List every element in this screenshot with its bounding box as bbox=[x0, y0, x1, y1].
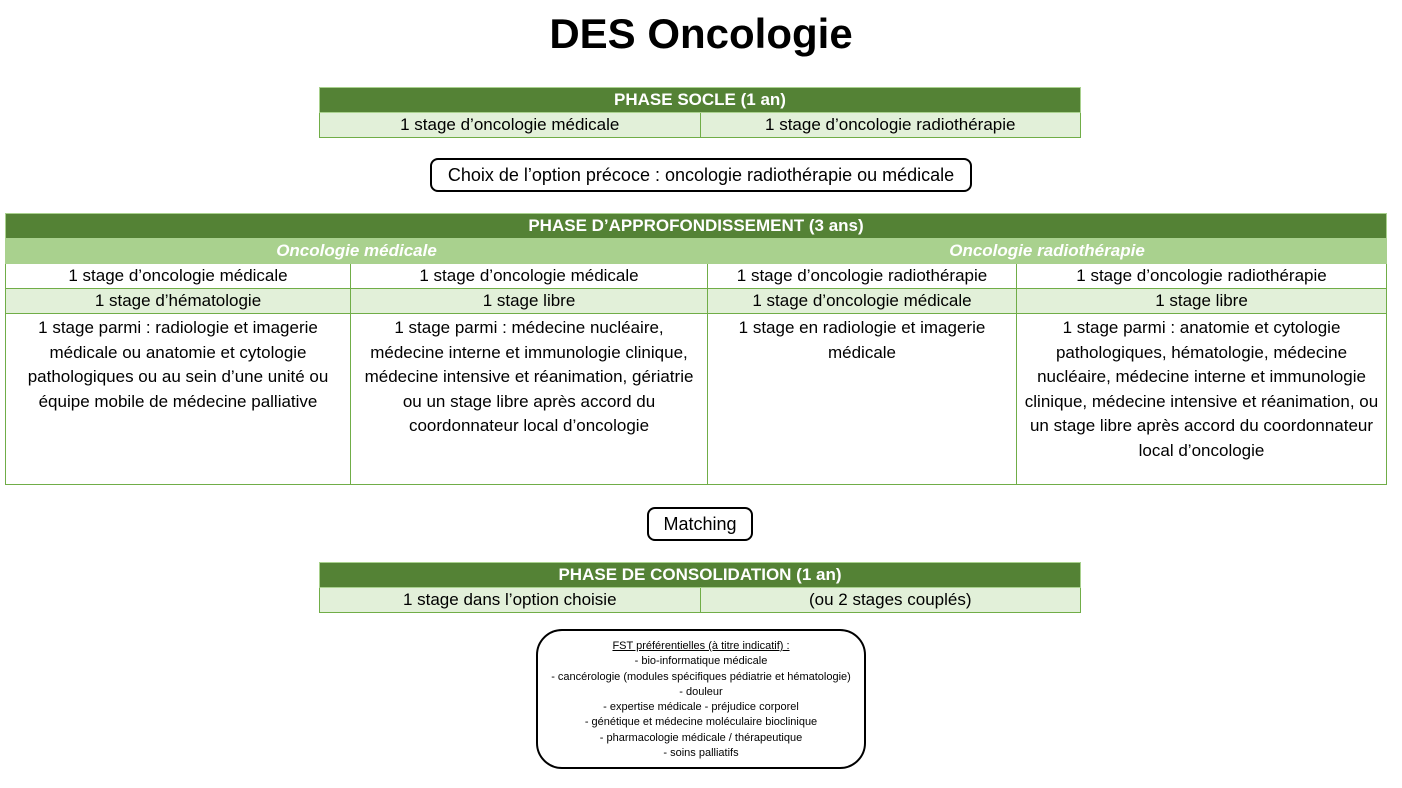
phase-consolidation-cell: (ou 2 stages couplés) bbox=[700, 588, 1081, 613]
stage-cell: 1 stage parmi : anatomie et cytologie pathologiques, hématologie, médecine nucléaire, médecine interne et immunologie clinique, médecine intensive et réanimation, ou un stage libre après accord du coordonnateur local d’oncologie bbox=[1017, 314, 1387, 485]
fst-heading: FST préférentielles (à titre indicatif) : bbox=[612, 640, 790, 652]
stage-cell: 1 stage libre bbox=[351, 289, 708, 314]
phase-consolidation-table bbox=[319, 562, 1081, 613]
fst-item: - soins palliatifs bbox=[663, 747, 739, 760]
phase-approfondissement-table bbox=[5, 213, 1387, 485]
fst-item: - cancérologie (modules spécifiques pédiatrie et hématologie) bbox=[551, 670, 851, 683]
fst-item: - pharmacologie médicale / thérapeutique bbox=[599, 731, 803, 744]
fst-item: - expertise médicale - préjudice corporel bbox=[603, 701, 799, 714]
stage-cell: 1 stage d’oncologie radiothérapie bbox=[1017, 264, 1387, 289]
fst-item: - douleur bbox=[679, 685, 723, 698]
stage-cell: 1 stage d’oncologie médicale bbox=[708, 289, 1017, 314]
phase-consolidation-cell: 1 stage dans l’option choisie bbox=[320, 588, 701, 613]
stage-cell: 1 stage parmi : médecine nucléaire, médecine interne et immunologie clinique, médecine intensive et réanimation, gériatrie ou un stage libre après accord du coordonnateur local d’oncologie bbox=[351, 314, 708, 485]
fst-box bbox=[536, 629, 866, 769]
option-medicale-label: Oncologie médicale bbox=[6, 239, 708, 264]
phase-socle-cell: 1 stage d’oncologie médicale bbox=[320, 113, 701, 138]
fst-item: - bio-informatique médicale bbox=[634, 655, 768, 668]
phase-socle-cell: 1 stage d’oncologie radiothérapie bbox=[700, 113, 1081, 138]
option-radiotherapie-label: Oncologie radiothérapie bbox=[708, 239, 1387, 264]
phase-consolidation-header: PHASE DE CONSOLIDATION (1 an) bbox=[320, 563, 1081, 588]
phase-socle-header: PHASE SOCLE (1 an) bbox=[320, 88, 1081, 113]
choix-option-box: Choix de l’option précoce : oncologie radiothérapie ou médicale bbox=[430, 158, 972, 192]
page-title: DES Oncologie bbox=[549, 10, 853, 57]
stage-cell: 1 stage parmi : radiologie et imagerie médicale ou anatomie et cytologie pathologiques ou au sein d’une unité ou équipe mobile de médecine palliative bbox=[6, 314, 351, 485]
stage-cell: 1 stage d’oncologie médicale bbox=[351, 264, 708, 289]
phase-approfondissement-header: PHASE D’APPROFONDISSEMENT (3 ans) bbox=[6, 214, 1387, 239]
matching-box: Matching bbox=[647, 507, 753, 541]
stage-cell: 1 stage d’oncologie médicale bbox=[6, 264, 351, 289]
stage-cell: 1 stage d’hématologie bbox=[6, 289, 351, 314]
stage-cell: 1 stage libre bbox=[1017, 289, 1387, 314]
fst-item: - génétique et médecine moléculaire bioclinique bbox=[584, 716, 818, 729]
stage-cell: 1 stage en radiologie et imagerie médicale bbox=[708, 314, 1017, 485]
phase-socle-table bbox=[319, 87, 1081, 138]
stage-cell: 1 stage d’oncologie radiothérapie bbox=[708, 264, 1017, 289]
